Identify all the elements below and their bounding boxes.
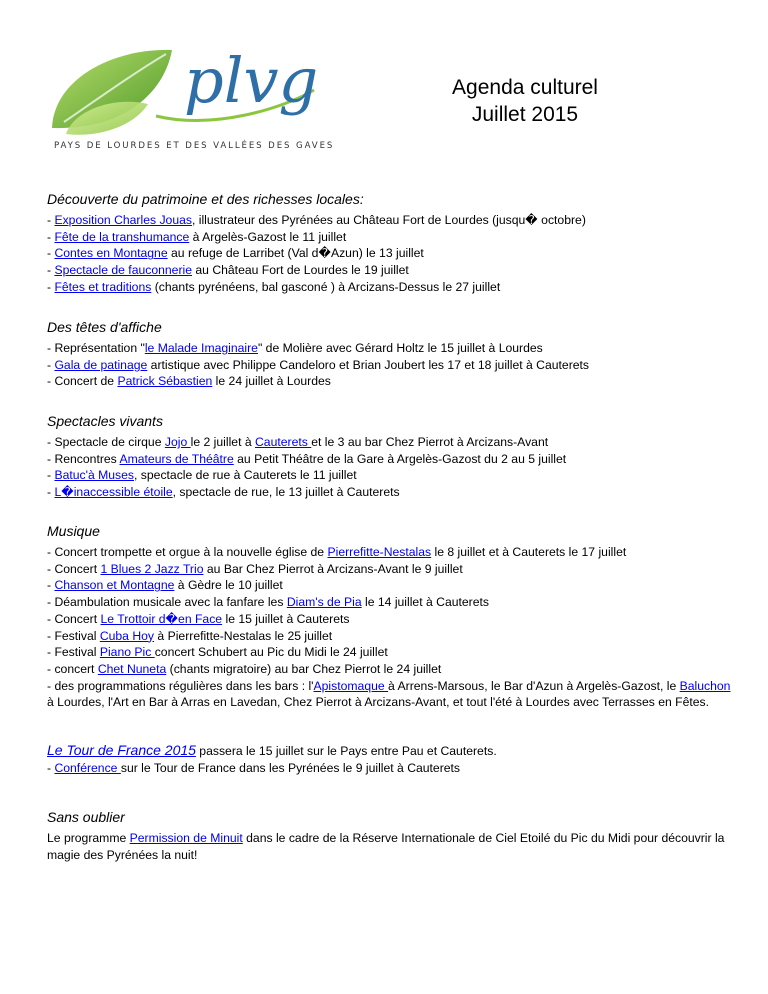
event-link[interactable]: Jojo [164, 435, 191, 449]
event-link[interactable]: Spectacle de fauconnerie [54, 263, 192, 278]
section-heading: Le Tour de France 2015 passera le 15 juillet sur le Pays entre Pau et Cauterets. [47, 742, 497, 758]
list-item: - Spectacle de fauconnerie au Château Fort de Lourdes le 19 juillet [47, 263, 409, 278]
list-item: - concert Chet Nuneta (chants migratoire) au bar Chez Pierrot le 24 juillet [47, 661, 442, 676]
svg-text:plvg: plvg [184, 44, 319, 117]
event-link[interactable]: Fête de la transhumance [54, 229, 190, 244]
event-link[interactable]: Piano Pic [99, 645, 155, 660]
list-item: - Batuc'à Muses, spectacle de rue à Cauterets le 11 juillet [47, 468, 357, 483]
plvg-logo [44, 38, 344, 168]
section-musique [47, 522, 737, 711]
paragraph: Le programme Permission de Minuit dans le cadre de la Réserve Internationale de Ciel Etoilé du Pic du Midi pour découvrir la magie des Pyrénées la nuit! [47, 831, 725, 862]
section-heading: Des têtes d'affiche [47, 319, 162, 335]
logo-tagline: PAYS DE LOURDES ET DES VALLÉES DES GAVES [54, 141, 335, 151]
list-item: - Concert Le Trottoir d�en Face le 15 juillet à Cauterets [47, 611, 350, 626]
event-link[interactable]: Apistomaque [313, 678, 389, 693]
logo-wordmark [44, 38, 344, 143]
event-link[interactable]: Diam's de Pia [286, 595, 362, 610]
list-item: - Représentation "le Malade Imaginaire" de Molière avec Gérard Holtz le 15 juillet à Lourdes [47, 341, 543, 355]
section-tour-de-france [47, 742, 737, 776]
list-item: - Spectacle de cirque Jojo le 2 juillet à Cauterets et le 3 au bar Chez Pierrot à Arcizans-Avant [47, 435, 549, 449]
event-link[interactable]: L�inaccessible étoile [54, 485, 173, 500]
event-link[interactable]: Chet Nuneta [97, 661, 167, 676]
list-item: - Concert de Patrick Sébastien le 24 juillet à Lourdes [47, 374, 331, 389]
event-link[interactable]: Batuc'à Muses [54, 468, 135, 483]
list-item: - Exposition Charles Jouas, illustrateur des Pyrénées au Château Fort de Lourdes (jusqu� octobre) [47, 213, 586, 227]
event-link[interactable]: Fêtes et traditions [54, 279, 152, 294]
list-item: - Festival Piano Pic concert Schubert au Pic du Midi le 24 juillet [47, 645, 388, 660]
section-affiche [47, 318, 737, 390]
list-item: - Concert trompette et orgue à la nouvelle église de Pierrefitte-Nestalas le 8 juillet et à Cauterets le 17 juillet [47, 545, 627, 559]
list-item: - Conférence sur le Tour de France dans les Pyrénées le 9 juillet à Cauterets [47, 760, 461, 775]
event-link[interactable]: Chanson et Montagne [54, 578, 175, 593]
section-heading: Découverte du patrimoine et des richesses locales: [47, 191, 364, 207]
section-heading: Musique [47, 523, 100, 539]
list-item: - Rencontres Amateurs de Théâtre au Petit Théâtre de la Gare à Argelès-Gazost du 2 au 5 juillet [47, 451, 567, 466]
event-link[interactable]: Contes en Montagne [54, 246, 168, 261]
event-link[interactable]: Cauterets [255, 435, 312, 449]
event-link[interactable]: 1 Blues 2 Jazz Trio [100, 561, 204, 576]
list-item: - Déambulation musicale avec la fanfare les Diam's de Pia le 14 juillet à Cauterets [47, 595, 489, 610]
list-item: - Fêtes et traditions (chants pyrénéens, bal gasconé ) à Arcizans-Dessus le 27 juillet [47, 279, 501, 294]
list-item: - Gala de patinage artistique avec Philippe Candeloro et Brian Joubert les 17 et 18 juillet à Cauterets [47, 357, 590, 372]
list-item: - Festival Cuba Hoy à Pierrefitte-Nestalas le 25 juillet [47, 628, 333, 643]
section-sans-oublier [47, 808, 737, 863]
event-link[interactable]: Patrick Sébastien [117, 374, 213, 389]
section-patrimoine [47, 190, 737, 296]
event-link[interactable]: Le Trottoir d�en Face [100, 611, 223, 626]
title-line-1: Agenda culturel [452, 76, 598, 99]
list-item: - des programmations régulières dans les bars : l'Apistomaque à Arrens-Marsous, le Bar d'Azun à Argelès-Gazost, le Baluchon à Lourdes, l'Art en Bar à Arras en Lavedan, Chez Pierrot à Arcizans-Avant, et tout l'été à Lourdes avec Terrasses en Fêtes. [47, 678, 731, 710]
list-item: - Contes en Montagne au refuge de Larribet (Val d�Azun) le 13 juillet [47, 246, 424, 261]
event-link[interactable]: Baluchon [679, 678, 731, 693]
event-link[interactable]: Conférence [54, 760, 121, 775]
event-link[interactable]: Gala de patinage [54, 357, 148, 372]
title-line-2: Juillet 2015 [471, 103, 579, 126]
tour-de-france-link[interactable]: Le Tour de France 2015 [47, 742, 196, 758]
section-spectacles [47, 412, 737, 501]
event-link[interactable]: Cuba Hoy [99, 628, 155, 643]
event-link[interactable]: Pierrefitte-Nestalas [327, 545, 432, 559]
list-item: - L�inaccessible étoile, spectacle de rue, le 13 juillet à Cauterets [47, 485, 400, 500]
list-item: - Chanson et Montagne à Gèdre le 10 juillet [47, 578, 283, 593]
section-heading: Spectacles vivants [47, 413, 163, 429]
event-link[interactable]: le Malade Imaginaire [144, 341, 258, 355]
section-heading: Sans oublier [47, 809, 125, 825]
list-item: - Concert 1 Blues 2 Jazz Trio au Bar Chez Pierrot à Arcizans-Avant le 9 juillet [47, 561, 463, 576]
event-link[interactable]: Exposition Charles Jouas [54, 213, 192, 227]
page-title [400, 74, 650, 128]
list-item: - Fête de la transhumance à Argelès-Gazost le 11 juillet [47, 229, 347, 244]
event-link[interactable]: Amateurs de Théâtre [119, 451, 234, 466]
permission-de-minuit-link[interactable]: Permission de Minuit [129, 831, 243, 845]
